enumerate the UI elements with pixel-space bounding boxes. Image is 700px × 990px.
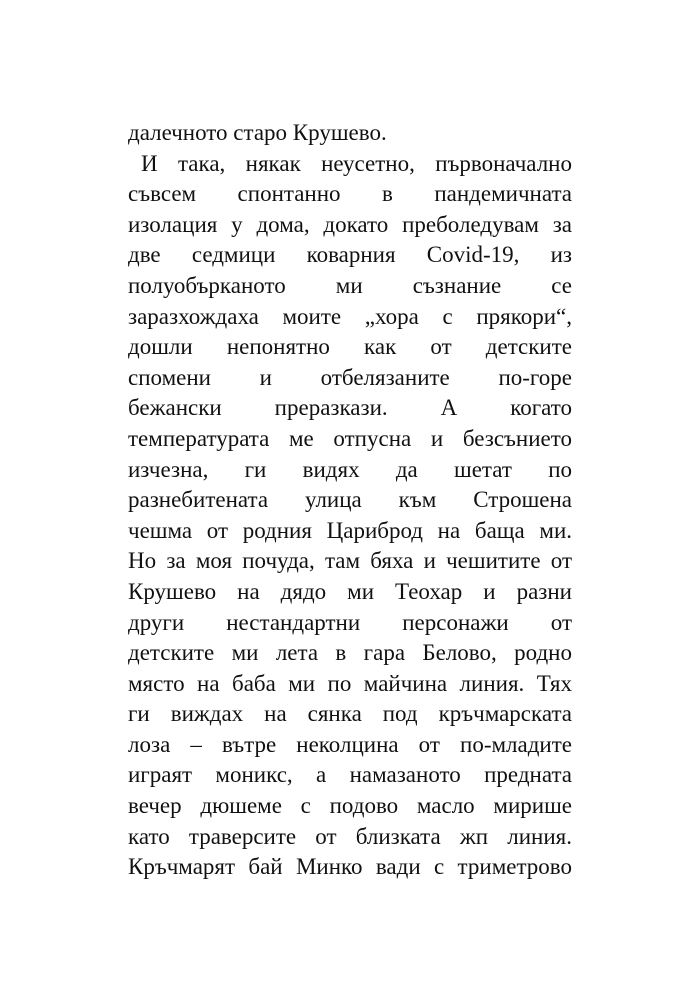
text-line: бежански преразкази. А когато [128,395,572,421]
text-line: място на баба ми по майчина линия. Тях [128,670,572,696]
text-line: чешма от родния Цариброд на баща ми. [128,517,572,543]
text-line: температурата ме отпусна и безсънието [128,425,572,451]
text-line: две седмици коварния Covid-19, из [128,242,572,268]
body-text [128,118,572,883]
text-line: като траверсите от близката жп линия. [128,823,572,849]
text-line: заразхождаха моите „хора с прякори“, [128,303,572,329]
text-line: Крушево на дядо ми Теохар и разни [128,578,572,604]
text-line: разнебитената улица към Строшена [128,487,572,513]
text-line: играят моникс, а намазаното предната [128,762,572,788]
text-line: изчезна, ги видях да шетат по [128,456,572,482]
text-line: полуобърканото ми съзнание се [128,272,572,298]
text-line: други нестандартни персонажи от [128,609,572,635]
text-line: съвсем спонтанно в пандемичната [128,181,572,207]
text-line: Кръчмарят бай Минко вади с триметрово [128,854,572,880]
text-line: вечер дюшеме с подово масло мирише [128,793,572,819]
text-line: дошли непонятно как от детските [128,334,572,360]
text-line: детските ми лета в гара Белово, родно [128,640,572,666]
text-line: ги виждах на сянка под кръчмарската [128,701,572,727]
text-line: Но за моя почуда, там бяха и чешитите от [128,548,572,574]
text-line: изолация у дома, докато преболедувам за [128,211,572,237]
text-line: И така, някак неусетно, първоначално [141,150,572,176]
text-line: спомени и отбелязаните по-горе [128,364,572,390]
text-line: лоза – вътре неколцина от по-младите [128,731,572,757]
text-line: далечното старо Крушево. [128,120,387,145]
